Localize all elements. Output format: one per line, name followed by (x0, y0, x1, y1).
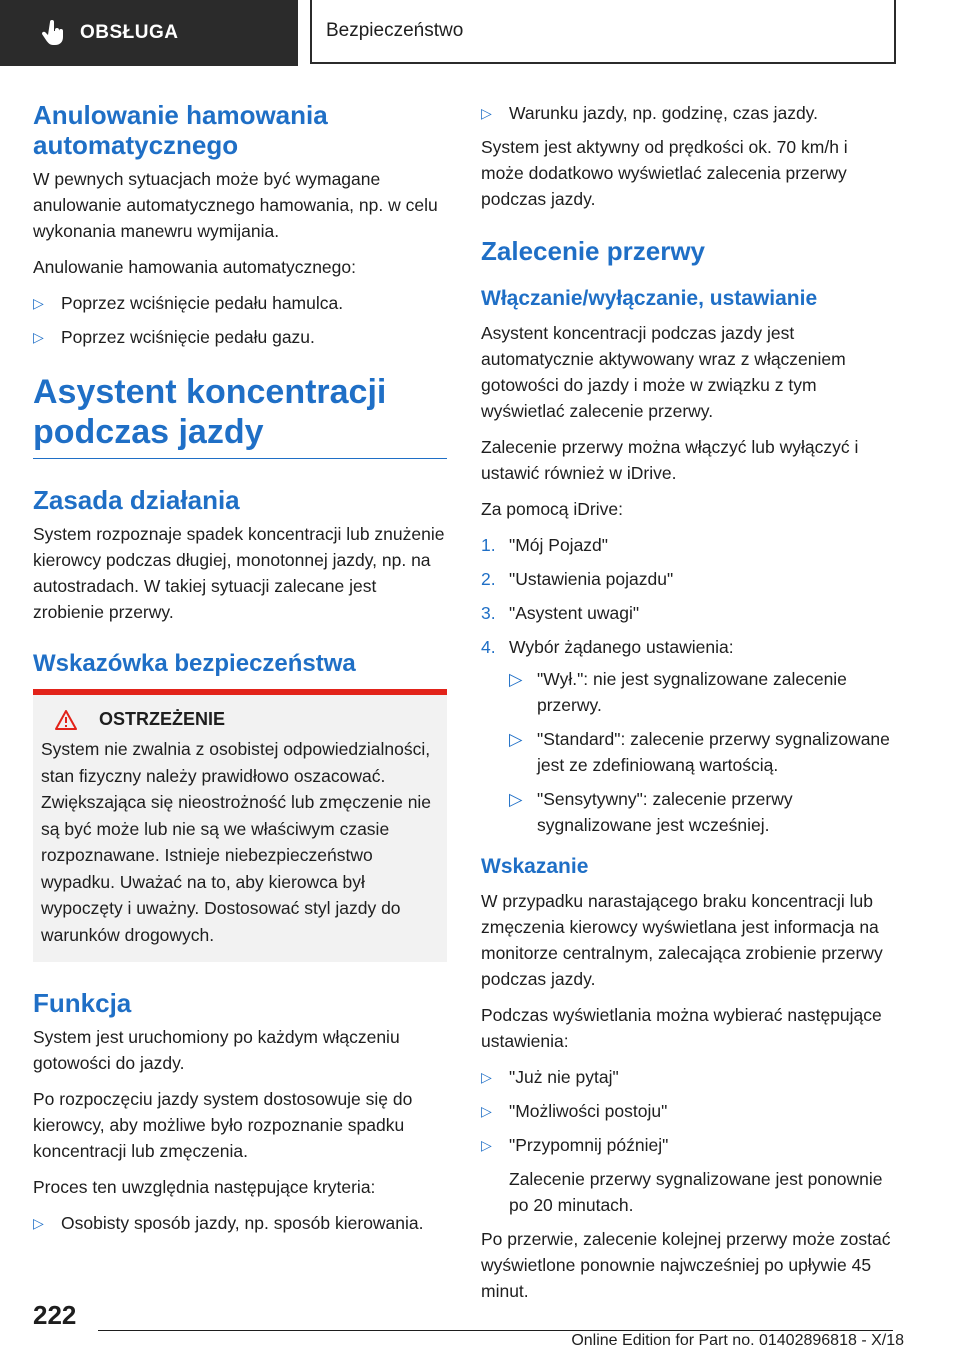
main-heading: Asystent koncentracji podczas jazdy (33, 373, 387, 451)
page-number: 222 (33, 1300, 77, 1330)
list-item: 4. Wybór żądanego ustawienia: ▷ "Wył.": nie jest sygnalizowane zalecenie przerwy. ▷ "Standard": zalecenie przerwy sygnalizowane jest ze zdefiniowaną wartością. ▷ "Sensytywny": zalecenie przerwy sygnalizowane jest wcześniej. (481, 634, 893, 838)
page-header (0, 0, 960, 66)
break-recommendation-heading: Zalecenie przerwy (481, 236, 705, 266)
chapter-label: Bezpieczeństwo (326, 20, 464, 41)
list-item: 3. "Asystent uwagi" (481, 603, 640, 623)
section-tab (0, 0, 298, 66)
principle-heading: Zasada działania (33, 485, 240, 515)
footer-divider (98, 1330, 893, 1331)
triangle-bullet-icon: ▷ (481, 105, 492, 121)
onoff-paragraph-1: Asystent koncentracji podczas jazdy jest automatycznie aktywowany wraz z włączeniem gotowości do jazdy i może w związku z tym wyświetlać zalecenie przerwy. (481, 323, 846, 421)
edition-label: Online Edition for Part no. 01402896818 - X/18 (571, 1332, 904, 1349)
list-item: ▷ "Standard": zalecenie przerwy sygnalizowane jest ze zdefiniowaną wartością. (509, 726, 893, 778)
triangle-bullet-icon: ▷ (509, 669, 523, 689)
display-paragraph-1: W przypadku narastającego braku koncentracji lub zmęczenia kierowcy wyświetlana jest informacja na monitorze centralnym, zalecająca zrobienie przerwy podczas jazdy. (481, 891, 883, 989)
function-heading: Funkcja (33, 988, 132, 1018)
triangle-bullet-icon: ▷ (33, 295, 44, 311)
function-paragraph-1: System jest uruchomiony po każdym włączeniu gotowości do jazdy. (33, 1027, 400, 1073)
triangle-bullet-icon: ▷ (509, 729, 523, 749)
list-item: ▷ Poprzez wciśnięcie pedału gazu. (33, 324, 447, 350)
after-break-paragraph: Po przerwie, zalecenie kolejnej przerwy może zostać wyświetlone ponownie najwcześniej po upływie 45 minut. (481, 1229, 891, 1301)
remind-note: Zalecenie przerwy sygnalizowane jest ponownie po 20 minutach. (509, 1169, 883, 1215)
onoff-paragraph-3: Za pomocą iDrive: (481, 499, 623, 519)
triangle-bullet-icon: ▷ (33, 329, 44, 345)
settings-options-list (509, 666, 893, 838)
onoff-heading: Włączanie/wyłączanie, ustawianie (481, 287, 818, 310)
triangle-bullet-icon: ▷ (509, 789, 523, 809)
page-footer (0, 1290, 960, 1362)
warning-header (41, 709, 437, 730)
warning-box (33, 689, 447, 962)
chapter-box (310, 0, 896, 64)
cancel-braking-paragraph: W pewnych sytuacjach może być wymagane anulowanie automatycznego hamowania, np. w celu wykonania manewru wymijania. (33, 169, 438, 241)
triangle-bullet-icon: ▷ (33, 1215, 44, 1231)
left-column (33, 100, 447, 1244)
list-item: 2. "Ustawienia pojazdu" (481, 569, 674, 589)
criteria-list-continued (481, 100, 893, 126)
display-paragraph-2: Podczas wyświetlania można wybierać następujące ustawienia: (481, 1005, 882, 1051)
list-item: ▷ "Możliwości postoju" (481, 1098, 893, 1124)
triangle-bullet-icon: ▷ (481, 1103, 492, 1119)
cancel-braking-intro: Anulowanie hamowania automatycznego: (33, 257, 356, 277)
hand-pointer-icon (40, 20, 66, 46)
principle-paragraph: System rozpoznaje spadek koncentracji lub znużenie kierowcy podczas długiej, monotonnej jazdy, np. na autostradach. W takiej sytuacji zalecane jest zrobienie przerwy. (33, 524, 445, 622)
function-paragraph-2: Po rozpoczęciu jazdy system dostosowuje się do kierowcy, aby możliwe było rozpoznanie spadku koncentracji lub zmęczenia. (33, 1089, 413, 1161)
warning-triangle-icon (55, 710, 77, 730)
warning-text: System nie zwalnia z osobistej odpowiedzialności, stan fizyczny należy prawidłowo oszacować. Zwiększająca się nieostrożność lub zmęczenie nie są być może lub nie są we właściwym czasie rozpoznawane. Istnieje niebezpieczeństwo wypadku. Uważać na to, aby kierowca był wypoczęty i uważny. Dostosować styl jazdy do warunków drogowych. (41, 739, 432, 945)
active-speed-paragraph: System jest aktywny od prędkości ok. 70 km/h i może dodatkowo wyświetlać zalecenia przerwy podczas jazdy. (481, 137, 848, 209)
triangle-bullet-icon: ▷ (481, 1069, 492, 1085)
list-item: ▷ Warunku jazdy, np. godzinę, czas jazdy. (481, 100, 893, 126)
criteria-list (33, 1210, 447, 1236)
list-item: 1. "Mój Pojazd" (481, 535, 608, 555)
list-item: ▷ "Sensytywny": zalecenie przerwy sygnalizowane jest wcześniej. (509, 786, 893, 838)
display-heading: Wskazanie (481, 855, 589, 878)
list-item: ▷ "Już nie pytaj" (481, 1064, 893, 1090)
display-options-list (481, 1064, 893, 1218)
warning-title: OSTRZEŻENIE (99, 709, 226, 729)
list-item: ▷ "Przypomnij później" Zalecenie przerwy sygnalizowane jest ponownie po 20 minutach. (481, 1132, 893, 1218)
cancel-braking-heading: Anulowanie hamowania automatycznego (33, 100, 328, 160)
right-column (481, 100, 893, 1314)
section-label: OBSŁUGA (80, 22, 179, 43)
list-item: ▷ "Wył.": nie jest sygnalizowane zalecenie przerwy. (509, 666, 893, 718)
idrive-steps-list (481, 532, 893, 838)
onoff-paragraph-2: Zalecenie przerwy można włączyć lub wyłączyć i ustawić również w iDrive. (481, 437, 859, 483)
triangle-bullet-icon: ▷ (481, 1137, 492, 1153)
function-paragraph-3: Proces ten uwzględnia następujące kryteria: (33, 1177, 376, 1197)
safety-heading: Wskazówka bezpieczeństwa (33, 650, 356, 677)
main-heading-block (33, 372, 447, 459)
cancel-methods-list (33, 290, 447, 350)
list-item: ▷ Poprzez wciśnięcie pedału hamulca. (33, 290, 447, 316)
list-item: ▷ Osobisty sposób jazdy, np. sposób kierowania. (33, 1210, 447, 1236)
